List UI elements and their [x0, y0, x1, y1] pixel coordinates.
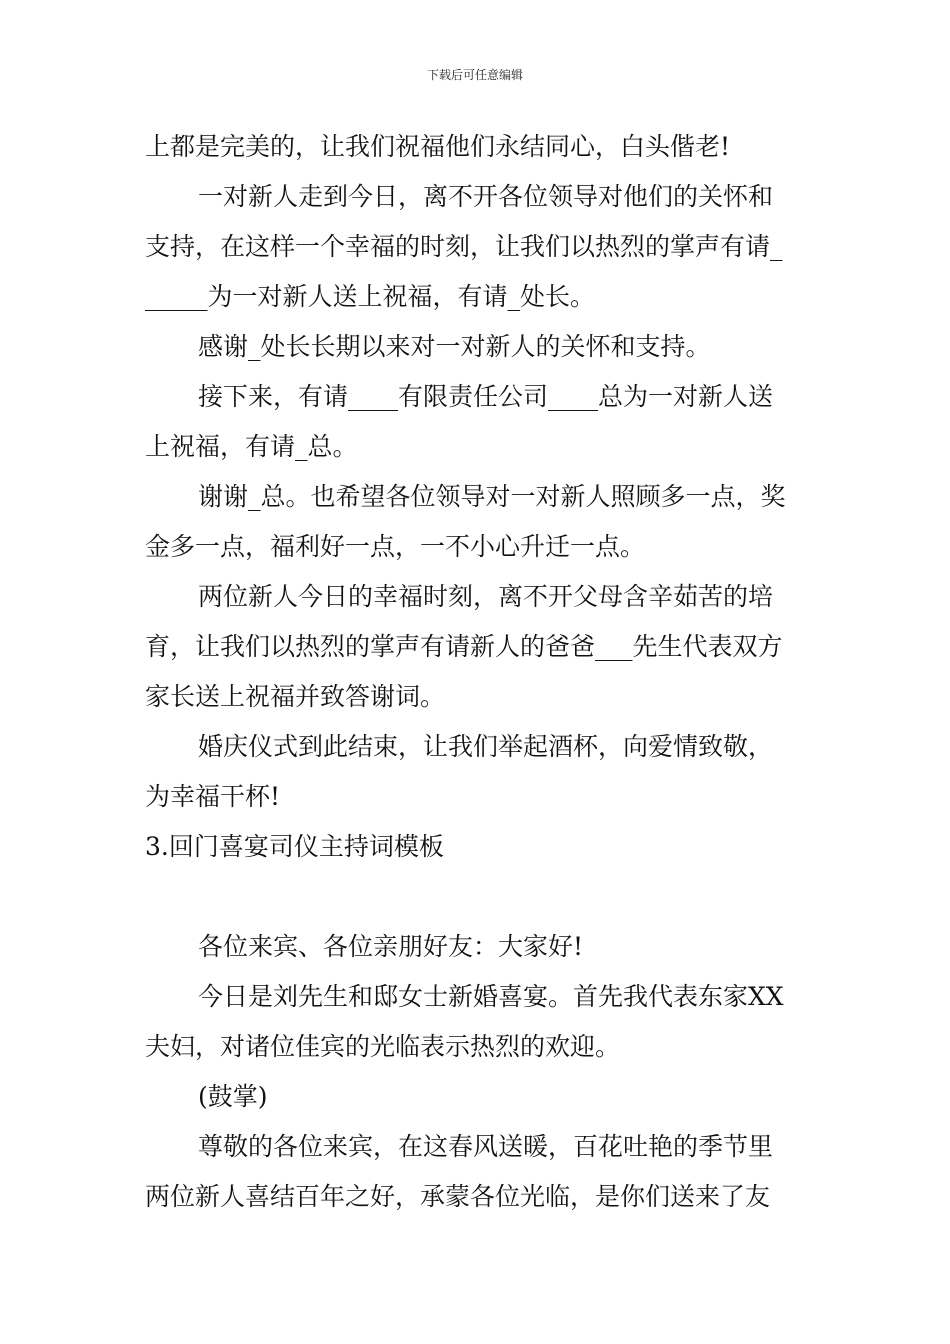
paragraph-line: 感谢_处长长期以来对一对新人的关怀和支持。 — [198, 332, 711, 361]
paragraph-line: 婚庆仪式到此结束，让我们举起酒杯，向爱情致敬， — [198, 732, 774, 761]
paragraph-line: 两位新人喜结百年之好，承蒙各位光临，是你们送来了友 — [145, 1182, 771, 1211]
section-heading: 3.回门喜宴司仪主持词模板 — [145, 832, 444, 861]
paragraph-line: 上祝福，有请_总。 — [145, 432, 358, 461]
paragraph-line: 各位来宾、各位亲朋好友：大家好! — [198, 932, 584, 961]
paragraph-line: (鼓掌) — [198, 1082, 268, 1111]
paragraph-line: 支持，在这样一个幸福的时刻，让我们以热烈的掌声有请_ — [145, 232, 783, 261]
document-body — [145, 122, 815, 1222]
paragraph-line: 接下来，有请____有限责任公司____总为一对新人送 — [198, 382, 774, 411]
page-header: 下载后可任意编辑 — [426, 68, 523, 82]
paragraph-line: 谢谢_总。也希望各位领导对一对新人照顾多一点，奖 — [198, 482, 786, 511]
paragraph-line: 金多一点，福利好一点，一不小心升迁一点。 — [145, 532, 646, 561]
paragraph-line: 上都是完美的，让我们祝福他们永结同心，白头偕老! — [145, 132, 731, 161]
blank-line — [145, 872, 815, 922]
paragraph-line: _____为一对新人送上祝福，有请_处长。 — [145, 282, 596, 311]
paragraph-line: 两位新人今日的幸福时刻，离不开父母含辛茹苦的培 — [198, 582, 774, 611]
paragraph-line: 尊敬的各位来宾，在这春风送暖，百花吐艳的季节里 — [198, 1132, 774, 1161]
paragraph-line: 夫妇，对诸位佳宾的光临表示热烈的欢迎。 — [145, 1032, 621, 1061]
paragraph-line: 家长送上祝福并致答谢词。 — [145, 682, 446, 711]
paragraph-line: 一对新人走到今日，离不开各位领导对他们的关怀和 — [198, 182, 774, 211]
paragraph-line: 今日是刘先生和邸女士新婚喜宴。首先我代表东家XX — [198, 982, 784, 1011]
paragraph-line: 为幸福干杯! — [145, 782, 281, 811]
paragraph-line: 育，让我们以热烈的掌声有请新人的爸爸___先生代表双方 — [145, 632, 783, 661]
